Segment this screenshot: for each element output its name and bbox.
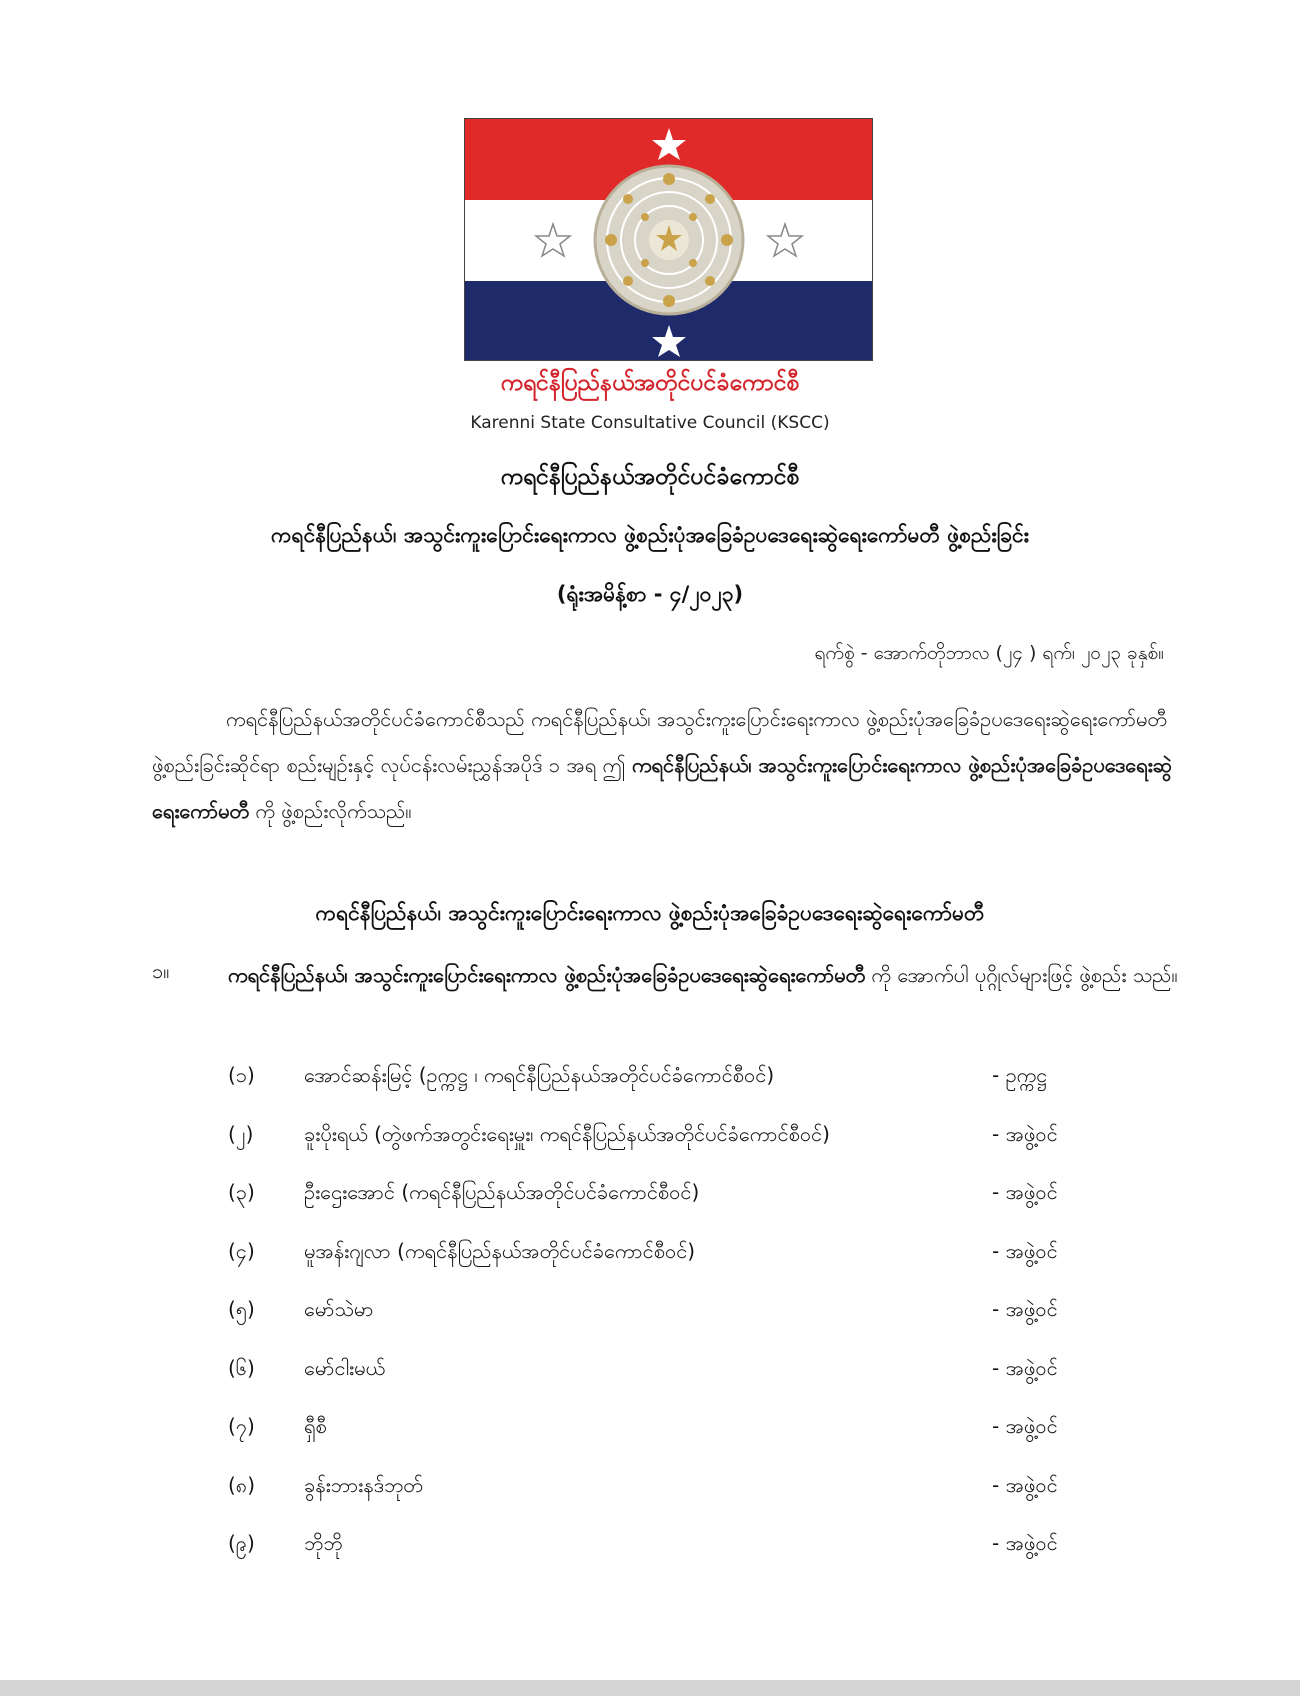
member-role: - ဥက္ကဋ္ဌ [992, 1063, 1048, 1087]
intro-committee-name: ကရင်နီပြည်နယ်၊ အသွင်းကူးပြောင်းရေးကာလ ဖွဲ့စည်းပုံအခြေခံဥပဒေရေးဆွဲရေးကော်မတီ [152, 753, 1173, 823]
section-heading: ကရင်နီပြည်နယ်၊ အသွင်းကူးပြောင်းရေးကာလ ဖွဲ့စည်းပုံအခြေခံဥပဒေရေးဆွဲရေးကော်မတီ [315, 901, 985, 925]
member-name: မူအန်းဂျလာ (ကရင်နီပြည်နယ်အတိုင်ပင်ခံကောင်စီဝင်) [304, 1238, 696, 1263]
viewer-bottom-bar [0, 1680, 1300, 1696]
item-text-rest: ကို အောက်ပါ ပုဂ္ဂိုလ်များဖြင့် ဖွဲ့စည်း သည်။ [871, 963, 1178, 987]
item-committee-name: ကရင်နီပြည်နယ်၊ အသွင်းကူးပြောင်းရေးကာလ ဖွဲ့စည်းပုံအခြေခံဥပဒေရေးဆွဲရေးကော်မတီ [228, 963, 866, 987]
member-role: - အဖွဲ့ဝင် [992, 1297, 1058, 1321]
document-title: ကရင်နီပြည်နယ်အတိုင်ပင်ခံကောင်စီ [500, 464, 800, 490]
member-name: ရှီစီ [304, 1414, 327, 1438]
member-number: (၁) [228, 1063, 255, 1087]
member-list [228, 1054, 1128, 1581]
list-item [228, 1405, 1128, 1464]
member-number: (၂) [228, 1121, 254, 1146]
list-item [228, 1464, 1128, 1523]
document-subject: ကရင်နီပြည်နယ်၊ အသွင်းကူးပြောင်းရေးကာလ ဖွဲ့စည်းပုံအခြေခံဥပဒေရေးဆွဲရေးကော်မတီ ဖွဲ့စည်းခြင်း [271, 523, 1029, 547]
item-number: ၁။ [152, 959, 170, 983]
list-item [228, 1054, 1128, 1113]
member-number: (၇) [228, 1414, 255, 1438]
member-number: (၅) [228, 1297, 255, 1321]
list-item [228, 1347, 1128, 1406]
member-name: မော်ငါးမယ် [304, 1355, 385, 1380]
intro-paragraph [152, 696, 1182, 834]
member-role: - အဖွဲ့ဝင် [992, 1355, 1058, 1380]
member-number: (၈) [228, 1472, 256, 1497]
item-text [228, 952, 1188, 998]
list-item [228, 1113, 1128, 1172]
member-name: ခူးပိုးရယ် (တွဲဖက်အတွင်းရေးမှူး၊ ကရင်နီပြည်နယ်အတိုင်ပင်ခံကောင်စီဝင်) [304, 1121, 830, 1146]
member-name: ဘိုဘို [304, 1531, 343, 1555]
list-item [228, 1288, 1128, 1347]
member-number: (၆) [228, 1355, 255, 1380]
member-role: - အဖွဲ့ဝင် [992, 1121, 1058, 1146]
list-item [228, 1171, 1128, 1230]
list-item [228, 1522, 1128, 1581]
order-number: (ရုံးအမိန့်စာ - ၄/၂၀၂၃) [556, 582, 744, 606]
member-role: - အဖွဲ့ဝင် [992, 1180, 1058, 1204]
kscc-flag-logo [464, 118, 873, 361]
member-number: (၃) [228, 1180, 255, 1204]
intro-text-end: ကို ဖွဲ့စည်းလိုက်သည်။ [255, 799, 412, 823]
member-role: - အဖွဲ့ဝင် [992, 1472, 1058, 1497]
member-name: အောင်ဆန်းမြင့် (ဥက္ကဋ္ဌ ၊ ကရင်နီပြည်နယ်အတိုင်ပင်ခံကောင်စီဝင်) [304, 1063, 775, 1087]
member-name: ခွန်းဘားနဒ်ဘုတ် [304, 1472, 423, 1497]
member-number: (၄) [228, 1238, 255, 1263]
member-role: - အဖွဲ့ဝင် [992, 1238, 1058, 1263]
org-name-english: Karenni State Consultative Council (KSCC) [470, 413, 830, 433]
member-name: ဦးဌေးအောင် (ကရင်နီပြည်နယ်အတိုင်ပင်ခံကောင်စီဝင်) [304, 1180, 700, 1204]
list-item [228, 1230, 1128, 1289]
member-role: - အဖွဲ့ဝင် [992, 1414, 1058, 1438]
intro-text: ကရင်နီပြည်နယ်အတိုင်ပင်ခံကောင်စီသည် ကရင်နီပြည်နယ်၊ အသွင်းကူးပြောင်းရေးကာလ ဖွဲ့စည်းပုံအခြေခံဥပဒေရေးဆွဲရေးကော်မတီ ဖွဲ့စည်းခြင်းဆိုင်ရာ စည်းမျဉ်းနှင့် လုပ်ငန်းလမ်းညွှန်အပိုဒ် ၁ အရ ဤ [152, 707, 1167, 777]
org-name-myanmar: ကရင်နီပြည်နယ်အတိုင်ပင်ခံကောင်စီ [500, 370, 800, 396]
member-name: မော်သဲမာ [304, 1297, 374, 1321]
document-date: ရက်စွဲ - အောက်တိုဘာလ (၂၄ ) ရက်၊ ၂၀၂၃ ခုနှစ်။ [814, 642, 1164, 664]
member-number: (၉) [228, 1531, 255, 1555]
member-role: - အဖွဲ့ဝင် [992, 1531, 1058, 1555]
